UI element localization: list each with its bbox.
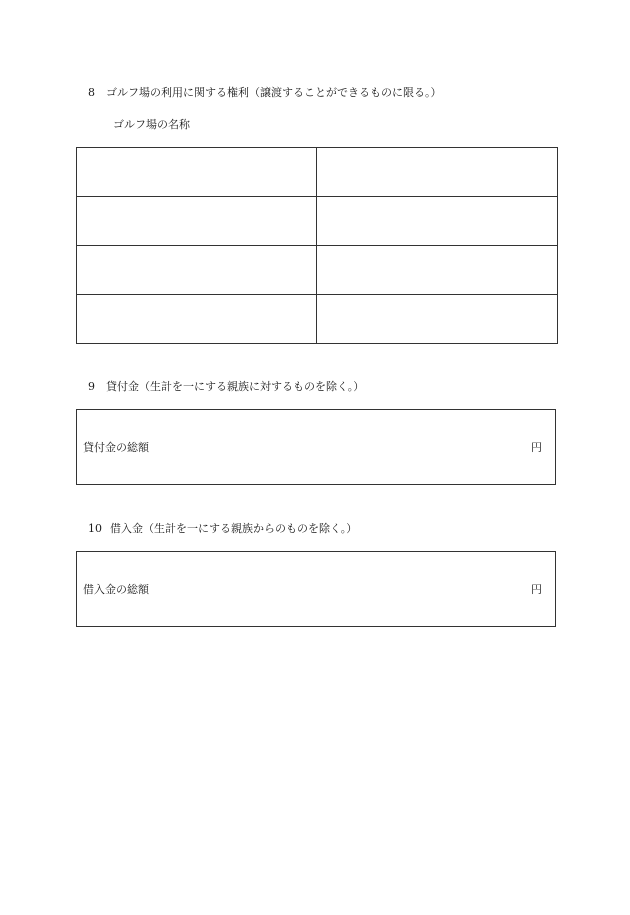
- section-9-number: 9: [88, 380, 95, 393]
- golf-course-detail-cell[interactable]: [317, 295, 558, 344]
- loan-total-label: 貸付金の総額: [83, 441, 149, 454]
- golf-course-name-cell[interactable]: [77, 246, 317, 295]
- golf-course-name-cell[interactable]: [77, 197, 317, 246]
- borrowing-total-unit: 円: [531, 583, 542, 596]
- table-row: [77, 246, 558, 295]
- section-9-heading: [88, 380, 364, 394]
- section-10-number: 10: [88, 522, 102, 535]
- golf-course-detail-cell[interactable]: [317, 197, 558, 246]
- table-row: [77, 148, 558, 197]
- golf-course-name-cell[interactable]: [77, 295, 317, 344]
- table-row: [77, 295, 558, 344]
- section-10-heading: [88, 522, 357, 536]
- golf-course-detail-cell[interactable]: [317, 148, 558, 197]
- borrowing-total-box[interactable]: [76, 551, 556, 627]
- golf-course-name-label: ゴルフ場の名称: [113, 118, 190, 131]
- golf-course-detail-cell[interactable]: [317, 246, 558, 295]
- golf-course-table: [76, 147, 558, 344]
- section-8-title: ゴルフ場の利用に関する権利（譲渡することができるものに限る。）: [106, 86, 442, 99]
- loan-total-unit: 円: [531, 441, 542, 454]
- section-8-number: 8: [88, 86, 95, 99]
- section-9-title: 貸付金（生計を一にする親族に対するものを除く。）: [106, 380, 365, 393]
- loan-total-box[interactable]: [76, 409, 556, 485]
- section-8-heading: [88, 86, 442, 100]
- table-row: [77, 197, 558, 246]
- section-10-title: 借入金（生計を一にする親族からのものを除く。）: [110, 522, 358, 535]
- borrowing-total-label: 借入金の総額: [83, 583, 149, 596]
- golf-course-name-cell[interactable]: [77, 148, 317, 197]
